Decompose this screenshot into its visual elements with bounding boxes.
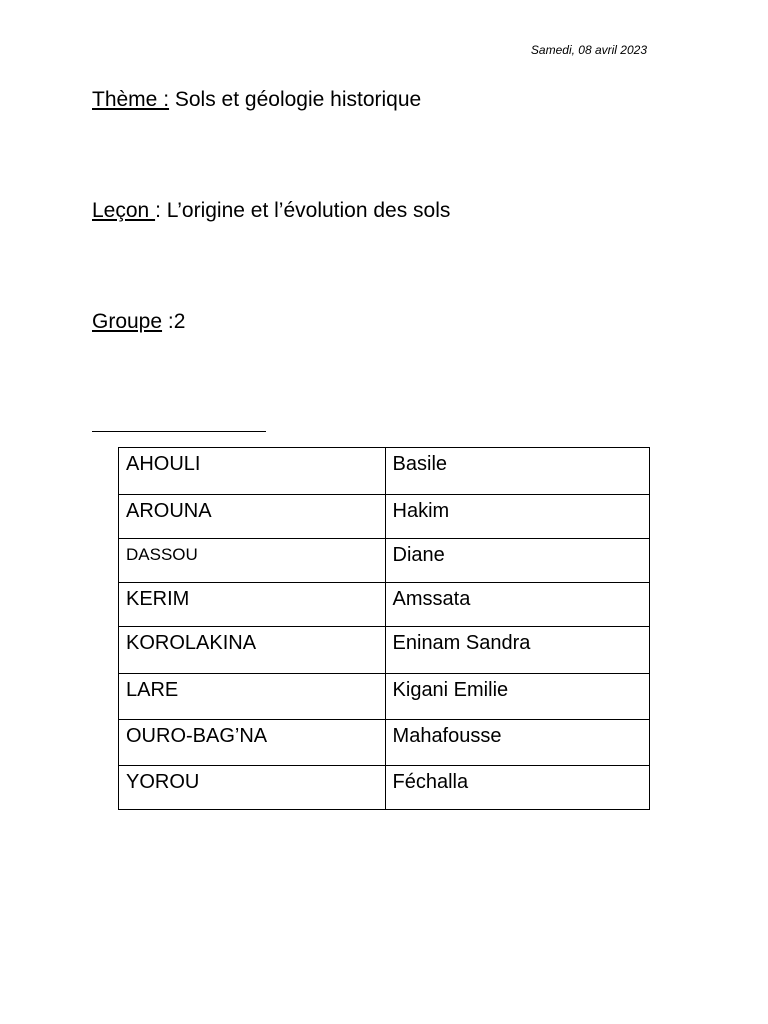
- last-name-cell: YOROU: [119, 766, 386, 810]
- first-name-cell: Hakim: [385, 495, 649, 539]
- theme-line: [92, 88, 421, 112]
- first-name-cell: Mahafousse: [385, 720, 649, 766]
- table-row: [119, 448, 650, 495]
- lecon-line: [92, 199, 450, 223]
- table-row: [119, 495, 650, 539]
- divider-line: [92, 431, 266, 432]
- last-name-cell: OURO-BAG’NA: [119, 720, 386, 766]
- last-name-cell: LARE: [119, 674, 386, 720]
- theme-value: Sols et géologie historique: [169, 88, 422, 111]
- table-row: [119, 674, 650, 720]
- last-name-cell: KERIM: [119, 583, 386, 627]
- members-table: [118, 447, 650, 810]
- table-row: [119, 720, 650, 766]
- first-name-cell: Kigani Emilie: [385, 674, 649, 720]
- table-row: [119, 539, 650, 583]
- lecon-value: : L’origine et l’évolution des sols: [155, 199, 451, 222]
- table-row: [119, 627, 650, 674]
- theme-label: Thème :: [92, 88, 170, 111]
- first-name-cell: Amssata: [385, 583, 649, 627]
- date-header: Samedi, 08 avril 2023: [530, 43, 647, 57]
- last-name-cell: AHOULI: [119, 448, 386, 495]
- first-name-cell: Eninam Sandra: [385, 627, 649, 674]
- groupe-line: [92, 310, 185, 334]
- groupe-label: Groupe: [92, 310, 163, 333]
- last-name-cell: DASSOU: [119, 539, 386, 583]
- lecon-label: Leçon: [92, 199, 156, 222]
- first-name-cell: Diane: [385, 539, 649, 583]
- last-name-cell: KOROLAKINA: [119, 627, 386, 674]
- table-row: [119, 766, 650, 810]
- first-name-cell: Basile: [385, 448, 649, 495]
- first-name-cell: Féchalla: [385, 766, 649, 810]
- last-name-cell: AROUNA: [119, 495, 386, 539]
- groupe-value: :2: [162, 310, 186, 333]
- table-row: [119, 583, 650, 627]
